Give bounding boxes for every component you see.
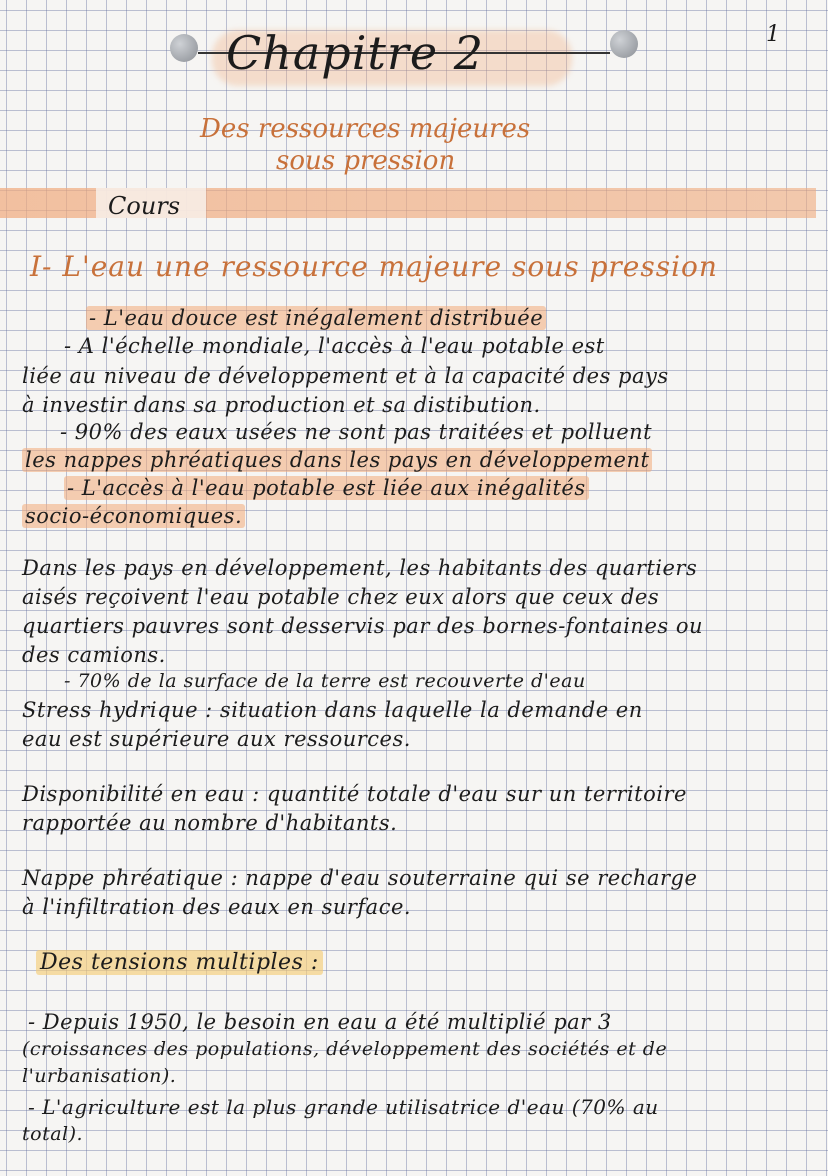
subtitle-line-2: sous pression — [276, 146, 456, 176]
line-16: Disponibilité en eau : quantité totale d'eau sur un territoire — [22, 782, 687, 806]
line-12: des camions. — [22, 643, 166, 667]
line-6: les nappes phréatiques dans les pays en développement — [22, 448, 652, 472]
line-20: Des tensions multiples : — [36, 950, 323, 975]
line-21: - Depuis 1950, le besoin en eau a été multiplié par 3 — [28, 1010, 612, 1034]
line-25: total). — [22, 1123, 84, 1145]
line-2: - A l'échelle mondiale, l'accès à l'eau potable est — [64, 334, 605, 358]
subtitle-line-1: Des ressources majeures — [200, 114, 531, 144]
line-13: - 70% de la surface de la terre est recouverte d'eau — [64, 670, 586, 692]
section-heading: I- L'eau une ressource majeure sous pression — [30, 250, 718, 283]
line-1: - L'eau douce est inégalement distribuée — [86, 306, 546, 330]
line-18: Nappe phréatique : nappe d'eau souterraine qui se recharge — [22, 866, 698, 890]
line-4: à investir dans sa production et sa distibution. — [22, 393, 541, 417]
line-23: l'urbanisation). — [22, 1065, 177, 1087]
line-5: - 90% des eaux usées ne sont pas traitées et polluent — [60, 420, 653, 444]
line-8: socio-économiques. — [22, 504, 245, 528]
line-17: rapportée au nombre d'habitants. — [22, 811, 398, 835]
chapter-title: Chapitre 2 — [226, 26, 484, 80]
line-24: - L'agriculture est la plus grande utilisatrice d'eau (70% au — [28, 1095, 659, 1119]
bead-left-icon — [170, 34, 198, 62]
line-7: - L'accès à l'eau potable est liée aux inégalités — [64, 476, 589, 500]
bead-right-icon — [610, 30, 638, 58]
line-3: liée au niveau de développement et à la capacité des pays — [22, 364, 669, 388]
cours-label: Cours — [108, 192, 181, 220]
line-11: quartiers pauvres sont desservis par des bornes-fontaines ou — [22, 614, 703, 638]
line-9: Dans les pays en développement, les habitants des quartiers — [22, 556, 698, 580]
page-number: 1 — [766, 22, 780, 47]
chapter-title-block — [168, 22, 648, 102]
line-22: (croissances des populations, développement des sociétés et de — [22, 1038, 668, 1060]
line-15: eau est supérieure aux ressources. — [22, 727, 411, 751]
line-14: Stress hydrique : situation dans laquelle la demande en — [22, 698, 643, 722]
line-10: aisés reçoivent l'eau potable chez eux alors que ceux des — [22, 585, 660, 609]
line-19: à l'infiltration des eaux en surface. — [22, 895, 412, 919]
